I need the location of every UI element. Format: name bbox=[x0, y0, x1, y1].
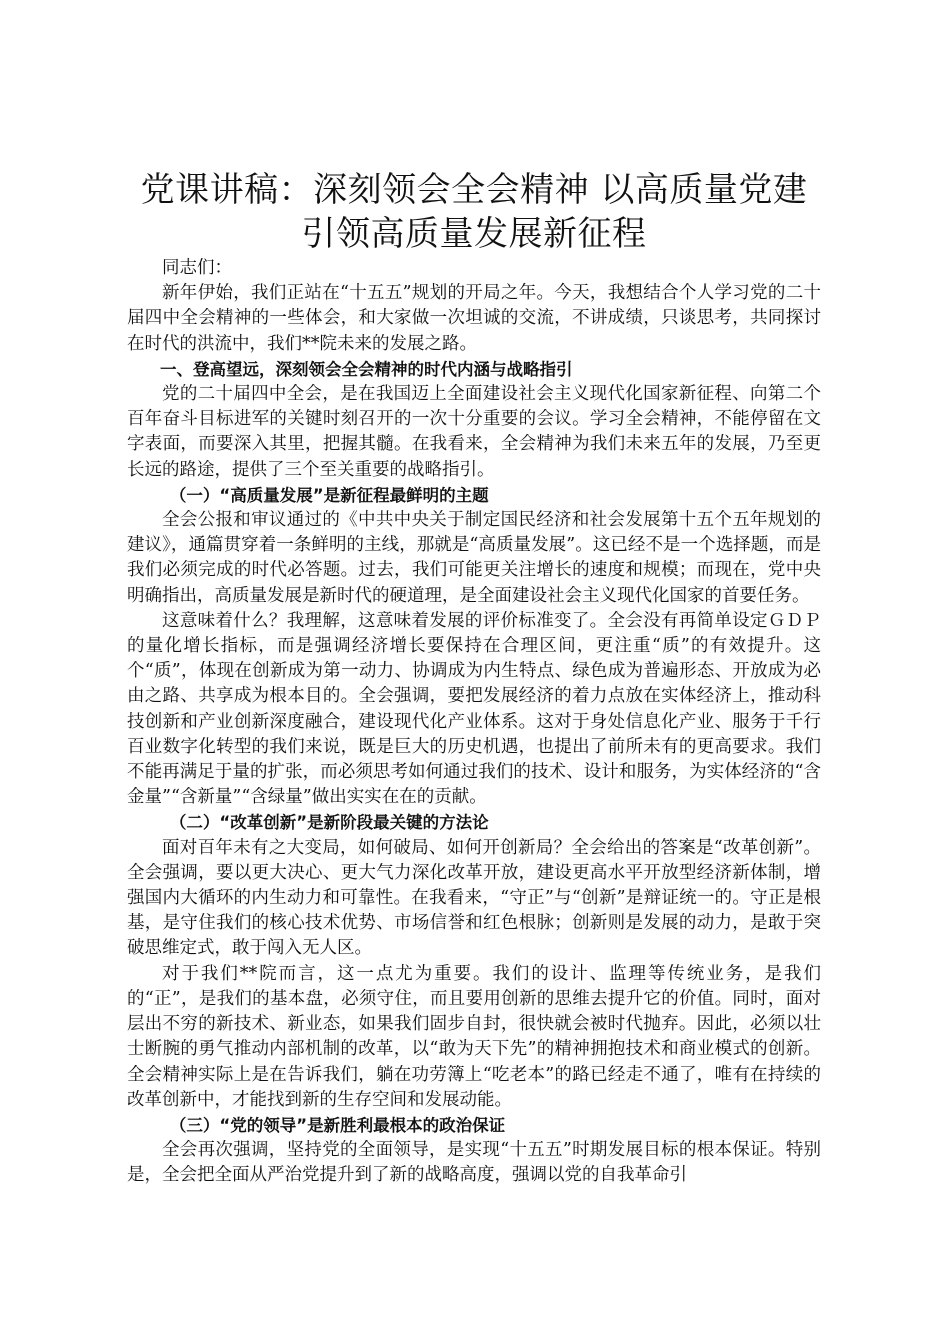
paragraph: 党的二十届四中全会，是在我国迈上全面建设社会主义现代化国家新征程、向第二个百年奋斗目标进军的关键时刻召开的一次十分重要的会议。学习全会精神，不能停留在文字表面，而要深入其里，把握其髓。在我看来，全会精神为我们未来五年的发展，乃至更长远的路途，提供了三个至关重要的战略指引。 bbox=[127, 384, 821, 480]
paragraph: 这意味着什么？我理解，这意味着发展的评价标准变了。全会没有再简单设定ＧＤＰ的量化增长指标，而是强调经济增长要保持在合理区间，更注重“质”的有效提升。这个“质”，体现在创新成为第一动力、协调成为内生特点、绿色成为普遍形态、开放成为必由之路、共享成为根本目的。全会强调，要把发展经济的着力点放在实体经济上，推动科技创新和产业创新深度融合，建设现代化产业体系。这对于身处信息化产业、服务于千行百业数字化转型的我们来说，既是巨大的历史机遇，也提出了前所未有的更高要求。我们不能再满足于量的扩张，而必须思考如何通过我们的技术、设计和服务，为实体经济的“含金量”“含新量”“含绿量”做出实实在在的贡献。 bbox=[127, 610, 821, 808]
subsection-heading: （三）“党的领导”是新胜利最根本的政治保证 bbox=[169, 1115, 506, 1135]
subsection-heading: （二）“改革创新”是新阶段最关键的方法论 bbox=[169, 813, 489, 833]
paragraph: 全会公报和审议通过的《中共中央关于制定国民经济和社会发展第十五个五年规划的建议》，通篇贯穿着一条鲜明的主线，那就是“高质量发展”。这已经不是一个选择题，而是我们必须完成的时代必答题。过去，我们可能更关注增长的速度和规模；而现在，党中央明确指出，高质量发展是新时代的硬道理，是全面建设社会主义现代化国家的首要任务。 bbox=[127, 510, 821, 606]
salutation: 同志们： bbox=[162, 258, 232, 278]
document-title: 党课讲稿：深刻领会全会精神 以高质量党建引领高质量发展新征程 bbox=[140, 170, 808, 254]
paragraph: 全会再次强调，坚持党的全面领导，是实现“十五五”时期发展目标的根本保证。特别是，全会把全面从严治党提升到了新的战略高度，强调以党的自我革命引 bbox=[127, 1140, 821, 1186]
paragraph: 面对百年未有之大变局，如何破局、如何开创新局？全会给出的答案是“改革创新”。全会强调，要以更大决心、更大气力深化改革开放，建设更高水平开放型经济新体制，增强国内大循环的内生动力和可靠性。在我看来，“守正”与“创新”是辩证统一的。守正是根基，是守住我们的核心技术优势、市场信誉和红色根脉；创新则是发展的动力，是敢于突破思维定式，敢于闯入无人区。 bbox=[127, 837, 821, 959]
subsection-heading: （一）“高质量发展”是新征程最鲜明的主题 bbox=[169, 485, 489, 505]
paragraph: 新年伊始，我们正站在“十五五”规划的开局之年。今天，我想结合个人学习党的二十届四中全会精神的一些体会，和大家做一次坦诚的交流，不讲成绩，只谈思考，共同探讨在时代的洪流中，我们**院未来的发展之路。 bbox=[127, 283, 821, 354]
document-body bbox=[127, 168, 821, 1189]
section-heading: 一、登高望远，深刻领会全会精神的时代内涵与战略指引 bbox=[160, 359, 573, 379]
paragraph: 对于我们**院而言，这一点尤为重要。我们的设计、监理等传统业务，是我们的“正”，是我们的基本盘，必须守住，而且要用创新的思维去提升它的价值。同时，面对层出不穷的新技术、新业态，如果我们固步自封，很快就会被时代抛弃。因此，必须以壮士断腕的勇气推动内部机制的改革，以“敢为天下先”的精神拥抱技术和商业模式的创新。全会精神实际上是在告诉我们，躺在功劳簿上“吃老本”的路已经走不通了，唯有在持续的改革创新中，才能找到新的生存空间和发展动能。 bbox=[127, 963, 821, 1110]
